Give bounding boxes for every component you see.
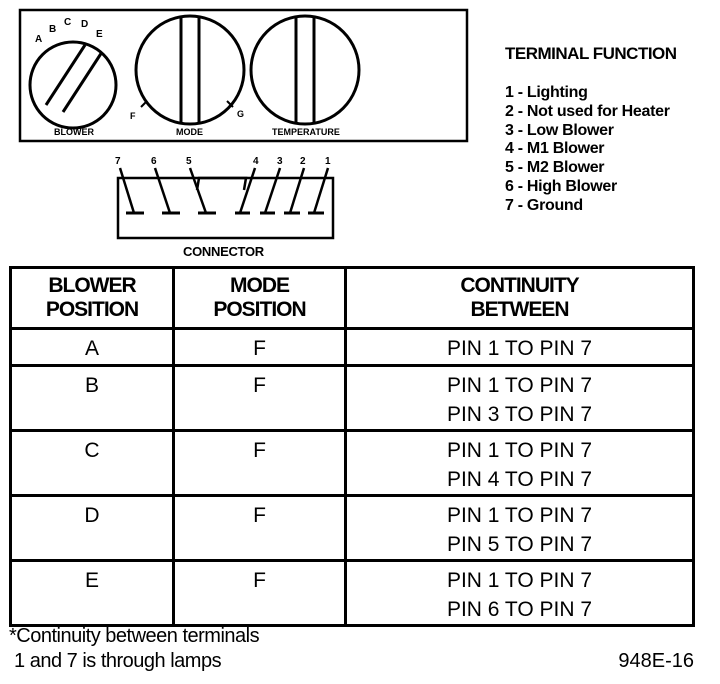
terminal-item-7: 7 - Ground (505, 196, 583, 214)
terminal-item-5: 5 - M2 Blower (505, 159, 605, 177)
continuity-cell (346, 366, 694, 431)
header-mode-line2: POSITION (213, 298, 306, 321)
continuity-cell (346, 496, 694, 561)
blower-letter-c: C (64, 17, 72, 28)
connector-label: CONNECTOR (183, 244, 264, 259)
mode-cell: F (174, 329, 346, 366)
table-row (11, 329, 694, 366)
terminal-item-2: 2 - Not used for Heater (505, 102, 670, 120)
continuity-line: PIN 5 TO PIN 7 (446, 533, 593, 556)
blower-cell: A (11, 329, 174, 366)
connector-pin-5: 5 (186, 156, 192, 167)
connector-pin-3: 3 (277, 156, 283, 167)
header-blower-line2: POSITION (45, 298, 139, 321)
blower-letter-e: E (96, 29, 103, 40)
mode-label: MODE (176, 127, 203, 137)
continuity-cell (346, 561, 694, 626)
header-continuity-line2: BETWEEN (470, 298, 569, 321)
blower-label: BLOWER (54, 127, 94, 137)
header-mode-position (174, 268, 346, 329)
mode-cell: F (174, 496, 346, 561)
continuity-line: PIN 6 TO PIN 7 (446, 598, 593, 621)
connector-pin-2: 2 (300, 156, 306, 167)
blower-cell: B (11, 366, 174, 431)
connector-body (118, 178, 333, 238)
terminal-item-1: 1 - Lighting (505, 84, 588, 101)
connector-pin-7: 7 (115, 156, 121, 167)
blower-cell: C (11, 431, 174, 496)
continuity-cell (346, 431, 694, 496)
terminal-function-title: TERMINAL FUNCTION (505, 44, 677, 63)
blower-letter-b: B (49, 24, 57, 35)
terminal-item-3: 3 - Low Blower (505, 121, 614, 139)
connector (115, 156, 333, 238)
mode-cell: F (174, 561, 346, 626)
continuity-line: PIN 4 TO PIN 7 (446, 468, 593, 491)
footnote (9, 624, 259, 674)
header-blower-position (11, 268, 174, 329)
terminal-item-4: 4 - M1 Blower (505, 140, 605, 158)
continuity-line: PIN 1 TO PIN 7 (446, 439, 593, 462)
header-continuity-line1: CONTINUITY (460, 274, 579, 297)
header-mode-line1: MODE (230, 274, 289, 297)
blower-cell: E (11, 561, 174, 626)
terminal-function-legend (505, 44, 715, 216)
mode-cell: F (174, 431, 346, 496)
table-row (11, 366, 694, 431)
footnote-line1: *Continuity between terminals (9, 625, 260, 647)
mode-position-f-label: F (130, 111, 136, 121)
blower-cell: D (11, 496, 174, 561)
continuity-table (9, 266, 695, 627)
blower-letter-a: A (35, 34, 43, 45)
mode-knob (130, 16, 244, 137)
continuity-line: PIN 1 TO PIN 7 (446, 569, 593, 592)
connector-pin-4: 4 (253, 156, 259, 167)
table-row (11, 431, 694, 496)
continuity-cell (346, 329, 694, 366)
header-blower-line1: BLOWER (48, 274, 136, 297)
table-row (11, 496, 694, 561)
table-header-row (11, 268, 694, 329)
footnote-line2: 1 and 7 is through lamps (9, 650, 222, 672)
figure-code: 948E-16 (618, 650, 694, 672)
continuity-line: PIN 1 TO PIN 7 (446, 504, 593, 527)
temperature-knob (251, 16, 359, 137)
blower-letter-d: D (81, 19, 89, 30)
header-continuity-between (346, 268, 694, 329)
terminal-item-6: 6 - High Blower (505, 177, 617, 195)
mode-position-g-label: G (237, 109, 245, 119)
continuity-line: PIN 1 TO PIN 7 (446, 374, 593, 397)
table-row (11, 561, 694, 626)
continuity-line: PIN 1 TO PIN 7 (446, 337, 593, 360)
connector-pin-1: 1 (325, 156, 331, 167)
connector-pin-6: 6 (151, 156, 157, 167)
continuity-line: PIN 3 TO PIN 7 (446, 403, 593, 426)
blower-knob (30, 17, 116, 137)
temperature-label: TEMPERATURE (272, 127, 340, 137)
mode-cell: F (174, 366, 346, 431)
